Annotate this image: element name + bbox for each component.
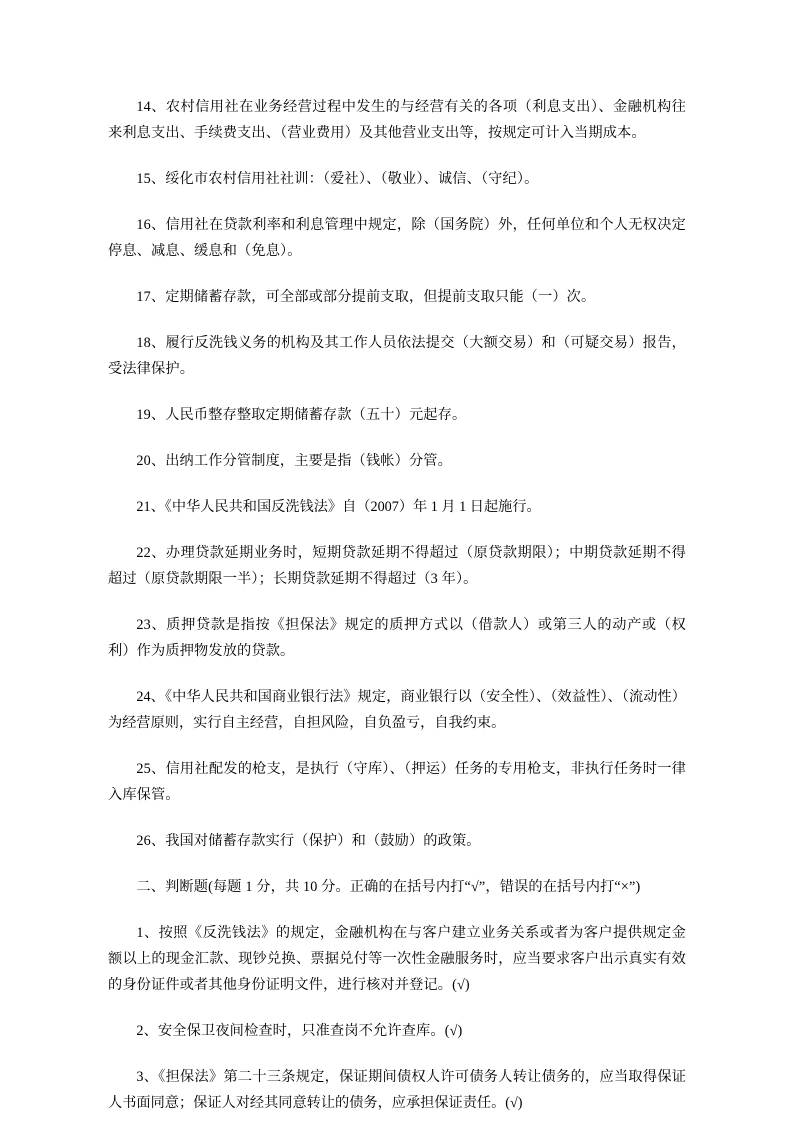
answer-item-24: 24、《中华人民共和国商业银行法》规定，商业银行以（安全性）、（效益性）、（流动性）为经营原则，实行自主经营，自担风险，自负盈亏，自我约束。 <box>108 689 686 731</box>
true-false-item-1: 1、按照《反洗钱法》的规定，金融机构在与客户建立业务关系或者为客户提供规定金额以上的现金汇款、现钞兑换、票据兑付等一次性金融服务时，应当要求客户出示真实有效的身份证件或者其他身份证明文件，进行核对并登记。(√) <box>108 925 686 993</box>
answer-item-20: 20、出纳工作分管制度，主要是指（钱帐）分管。 <box>136 453 452 469</box>
answer-item-23: 23、质押贷款是指按《担保法》规定的质押方式以（借款人）或第三人的动产或（权利）作为质押物发放的贷款。 <box>108 617 686 659</box>
true-false-item-3: 3、《担保法》第二十三条规定，保证期间债权人许可债务人转让债务的，应当取得保证人书面同意；保证人对经其同意转让的债务，应承担保证责任。(√) <box>108 1069 686 1111</box>
answer-item-18: 18、履行反洗钱义务的机构及其工作人员依法提交（大额交易）和（可疑交易）报告，受法律保护。 <box>108 335 686 377</box>
section-heading-true-false: 二、判断题(每题 1 分，共 10 分。正确的在括号内打“√”，错误的在括号内打“×”) <box>136 879 641 895</box>
answer-item-17: 17、定期储蓄存款，可全部或部分提前支取，但提前支取只能（一）次。 <box>136 289 596 305</box>
answer-item-16: 16、信用社在贷款利率和利息管理中规定，除（国务院）外，任何单位和个人无权决定停息、减息、缓息和（免息）。 <box>108 217 686 259</box>
answer-item-15: 15、绥化市农村信用社社训：（爱社）、（敬业）、诚信、（守纪）。 <box>136 171 539 187</box>
answer-item-26: 26、我国对储蓄存款实行（保护）和（鼓励）的政策。 <box>136 833 481 849</box>
answer-item-21: 21、《中华人民共和国反洗钱法》自（2007）年 1 月 1 日起施行。 <box>136 499 541 515</box>
answer-item-19: 19、人民币整存整取定期储蓄存款（五十）元起存。 <box>136 407 467 423</box>
answer-item-14: 14、农村信用社在业务经营过程中发生的与经营有关的各项（利息支出）、金融机构往来利息支出、手续费支出、（营业费用）及其他营业支出等，按规定可计入当期成本。 <box>108 99 686 141</box>
document-text-body <box>108 94 686 1116</box>
answer-item-25: 25、信用社配发的枪支，是执行（守库）、（押运）任务的专用枪支，非执行任务时一律入库保管。 <box>108 761 686 803</box>
answer-item-22: 22、办理贷款延期业务时，短期贷款延期不得超过（原贷款期限）；中期贷款延期不得超过（原贷款期限一半）；长期贷款延期不得超过（3 年）。 <box>108 545 686 587</box>
true-false-item-2: 2、安全保卫夜间检查时，只准查岗不允许查库。(√) <box>136 1023 463 1039</box>
